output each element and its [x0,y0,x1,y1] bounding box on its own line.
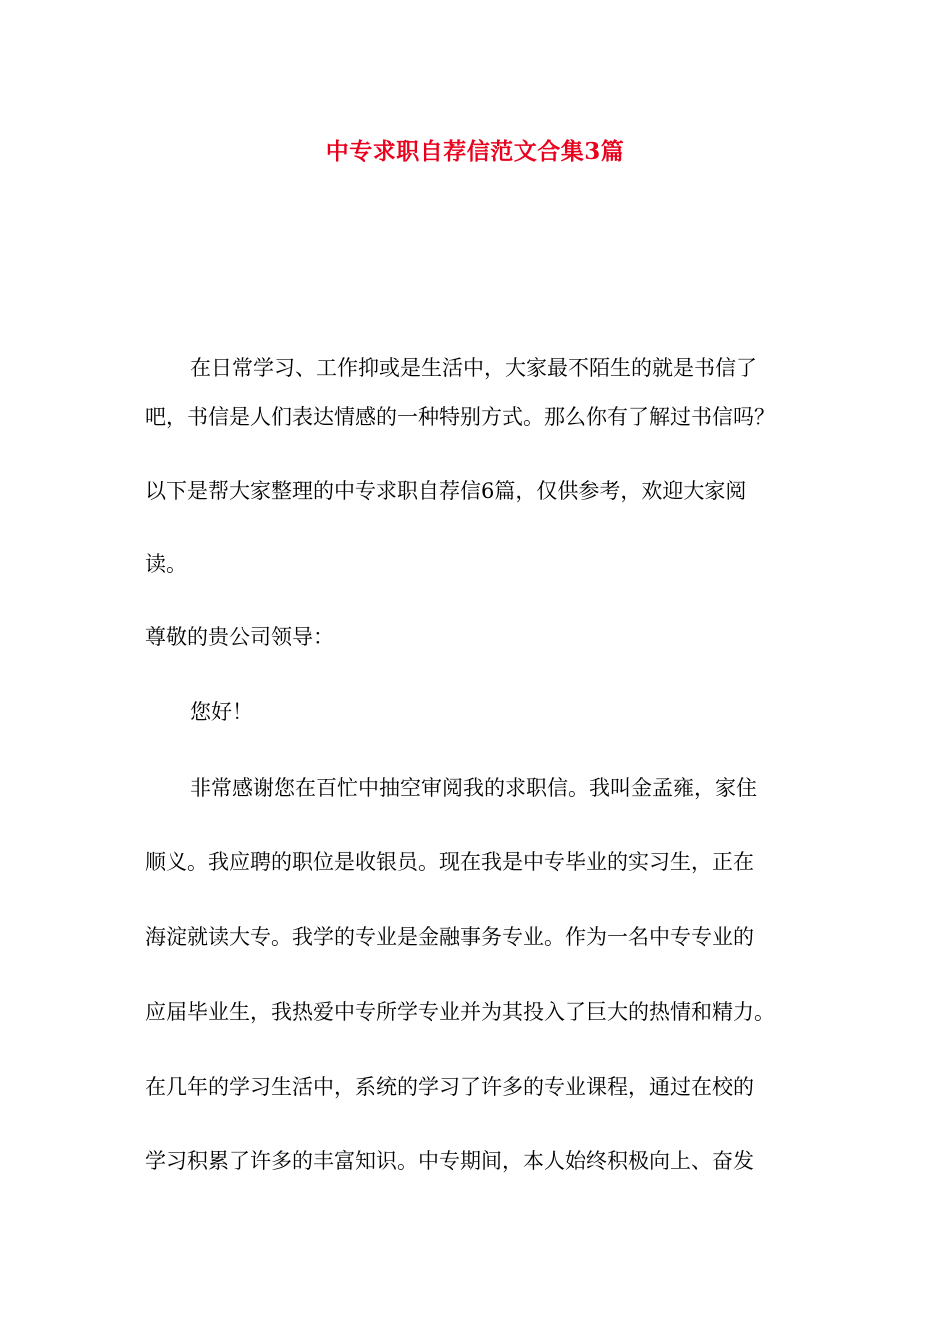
paragraph-line: 读。 [145,552,187,576]
paragraph-line: 学习积累了许多的丰富知识。中专期间，本人始终积极向上、奋发 [145,1149,754,1173]
salutation: 尊敬的贵公司领导： [145,625,334,649]
paragraph-line: 顺义。我应聘的职位是收银员。现在我是中专毕业的实习生，正在 [145,850,754,874]
paragraph-line: 在几年的学习生活中，系统的学习了许多的专业课程，通过在校的 [145,1075,754,1099]
document-title: 中专求职自荐信范文合集3篇 [325,138,625,165]
greeting: 您好！ [190,700,253,724]
paragraph-line: 海淀就读大专。我学的专业是金融事务专业。作为一名中专专业的 [145,925,754,949]
paragraph-line: 在日常学习、工作抑或是生活中，大家最不陌生的就是书信了 [190,356,757,380]
paragraph-line: 非常感谢您在百忙中抽空审阅我的求职信。我叫金孟雍，家住 [190,776,757,800]
paragraph-line: 以下是帮大家整理的中专求职自荐信6篇，仅供参考，欢迎大家阅 [145,479,747,503]
paragraph-line: 应届毕业生，我热爱中专所学专业并为其投入了巨大的热情和精力。 [145,1000,775,1024]
paragraph-line: 吧，书信是人们表达情感的一种特别方式。那么你有了解过书信吗？ [145,405,775,429]
